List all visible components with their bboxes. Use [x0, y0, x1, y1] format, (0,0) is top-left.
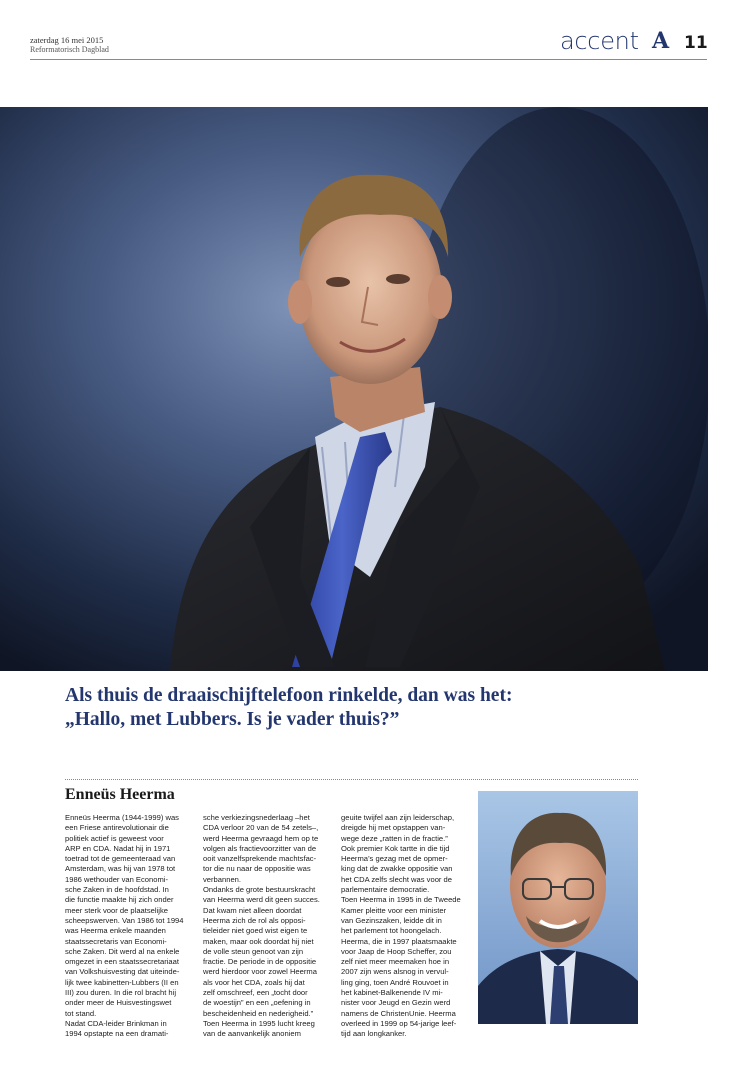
info-box-text-line: ARP en CDA. Nadat hij in 1971	[65, 843, 171, 853]
info-box-text-line: ling ging, toen André Rouvoet in	[341, 977, 449, 987]
info-box-text-line: Kamer pleitte voor een minister	[341, 905, 447, 915]
info-box-text-line: Heerma, die in 1997 plaatsmaakte	[341, 936, 457, 946]
info-box-text-line: van Gezinszaken, leidde dit in	[341, 915, 442, 925]
info-box-text-line: overleed in 1999 op 54-jarige leef-	[341, 1018, 457, 1028]
info-box-text-line: nister voor Jeugd en Gezin werd	[341, 998, 451, 1008]
info-box-text-line: sche Zaken. Dit werd al na enkele	[65, 946, 180, 956]
info-box-column-1	[65, 813, 195, 1040]
info-box-text-line: Enneüs Heerma (1944-1999) was	[65, 813, 179, 822]
info-box-text-line: volgen als fractievoorzitter van de	[203, 843, 317, 853]
info-box-text-line: 1986 wethouder van Economi-	[65, 874, 169, 884]
info-box-text-line: tot stand.	[65, 1008, 97, 1018]
info-box-text-line: van Heerma werd dit geen succes.	[203, 895, 320, 905]
info-box-text-line: CDA verloor 20 van de 54 zetels–,	[203, 823, 319, 833]
info-box-text-line: Toen Heerma in 1995 lucht kreeg	[203, 1018, 315, 1028]
page-number: 11	[684, 33, 708, 53]
info-box-text-line: het kabinet-Balkenende IV mi-	[341, 988, 443, 998]
info-box-text-line: staatssecretaris van Economi-	[65, 936, 167, 946]
info-box-column-2	[203, 813, 333, 1040]
info-box-text-line: als voor het CDA, zoals hij dat	[203, 977, 305, 987]
info-box-text-line: de volle steun genoot van zijn	[203, 946, 304, 956]
info-box-text-line: toetrad tot de gemeenteraad van	[65, 854, 176, 864]
info-box-text-line: Amsterdam, was hij van 1978 tot	[65, 864, 176, 874]
info-box-text-line: zelf niet meer meemaken hoe in	[341, 957, 450, 967]
info-box-text-line: 2007 zijn wens alsnog in vervul-	[341, 967, 449, 977]
header-newspaper-name: Reformatorisch Dagblad	[30, 45, 109, 54]
info-box-text-line: politiek actief is geweest voor	[65, 833, 164, 843]
info-box-text-line: III) zou duren. In die rol bracht hij	[65, 988, 177, 998]
info-box-text-line: sche Zaken in de hoofdstad. In	[65, 885, 169, 895]
info-box-text-line: parlementaire democratie.	[341, 885, 430, 895]
info-box-text-line: Ook premier Kok tartte in die tijd	[341, 843, 450, 853]
header-rule	[30, 59, 707, 60]
info-box-text-line: tor die nu naar de oppositie was	[203, 864, 311, 874]
info-box-text-line: voor Jaap de Hoop Scheffer, zou	[341, 946, 452, 956]
info-box-text-line: bescheidenheid en nederigheid.”	[203, 1008, 314, 1018]
info-box-text-line: de woestijn” en een „oefening in	[203, 998, 311, 1008]
info-box-text-line: namens de ChristenUnie. Heerma	[341, 1008, 456, 1018]
info-box-text-line: een Friese antirevolutionair die	[65, 823, 169, 833]
info-box-title: Enneüs Heerma	[65, 786, 175, 803]
info-box-text-line: omgezet in een staatssecretariaat	[65, 957, 179, 967]
info-box-column-3	[341, 813, 471, 1040]
info-box-text-line: tijd aan longkanker.	[341, 1029, 407, 1039]
info-box-text-line: van Volkshuisvesting dat uiteinde-	[65, 967, 180, 977]
header-date: zaterdag 16 mei 2015	[30, 35, 104, 45]
info-box-text-line: die functie maakte hij zich onder	[65, 895, 174, 905]
info-box-text-line: was Heerma enkele maanden	[65, 926, 166, 936]
info-box-text-line: Ondanks de grote bestuurskracht	[203, 885, 316, 895]
info-box-text-line: het parlement tot hoongelach.	[341, 926, 442, 936]
info-box-text-line: Toen Heerma in 1995 in de Tweede	[341, 895, 461, 905]
heerma-portrait-photo	[478, 791, 638, 1024]
section-logo: A	[652, 28, 670, 54]
info-box-text-line: Heerma zich de rol als opposi-	[203, 915, 306, 925]
info-box-text-line: ooit vanzelfsprekende machtsfac-	[203, 854, 317, 864]
heerma-portrait-illustration	[478, 791, 638, 1024]
info-box-text-line: wege deze „ratten in de fractie.”	[341, 833, 448, 843]
pull-quote	[65, 684, 665, 732]
info-box-text-line: werd Heerma gevraagd hem op te	[203, 833, 319, 843]
info-box-text-line: zelf omschreef, een „tocht door	[203, 988, 308, 998]
section-title: accent	[560, 27, 639, 55]
main-photo-illustration	[0, 107, 708, 671]
info-box-text-line: sche verkiezingsnederlaag –het	[203, 813, 310, 822]
info-box-text-line: fractie. De periode in de oppositie	[203, 957, 317, 967]
info-box-text-line: van de aanvankelijk anoniem	[203, 1029, 301, 1039]
info-box-text-line: scheepswerven. Van 1986 tot 1994	[65, 915, 184, 925]
info-box-text-line: maken, maar ook doordat hij niet	[203, 936, 314, 946]
info-box-divider	[65, 779, 638, 780]
info-box-text-line: verbannen.	[203, 874, 241, 884]
info-box-text-line: dreigde hij met opstappen van-	[341, 823, 446, 833]
info-box-text-line: lijk twee kabinetten-Lubbers (II en	[65, 977, 179, 987]
info-box-text-line: Nadat CDA-leider Brinkman in	[65, 1018, 167, 1028]
pull-quote-line-1: Als thuis de draaischijftelefoon rinkelde, dan was het:	[65, 685, 513, 706]
info-box-text-line: het CDA zelfs slecht was voor de	[341, 874, 453, 884]
main-portrait-photo	[0, 107, 708, 671]
info-box-text-line: Heerma’s gezag met de opmer-	[341, 854, 448, 864]
info-box-text-line: 1994 opstapte na een dramati-	[65, 1029, 169, 1039]
info-box-text-line: meer sterk voor de plaatselijke	[65, 905, 168, 915]
info-box-text-line: tieleider niet goed wist eigen te	[203, 926, 308, 936]
info-box-text-line: Dat kwam niet alleen doordat	[203, 905, 302, 915]
pull-quote-line-2: „Hallo, met Lubbers. Is je vader thuis?”	[65, 709, 400, 730]
info-box-text-line: werd hierdoor voor zowel Heerma	[203, 967, 317, 977]
info-box-text-line: onder meer de Huisvestingswet	[65, 998, 172, 1008]
info-box-text-line: geuite twijfel aan zijn leiderschap,	[341, 813, 455, 822]
info-box-text-line: king dat de zwakke oppositie van	[341, 864, 453, 874]
